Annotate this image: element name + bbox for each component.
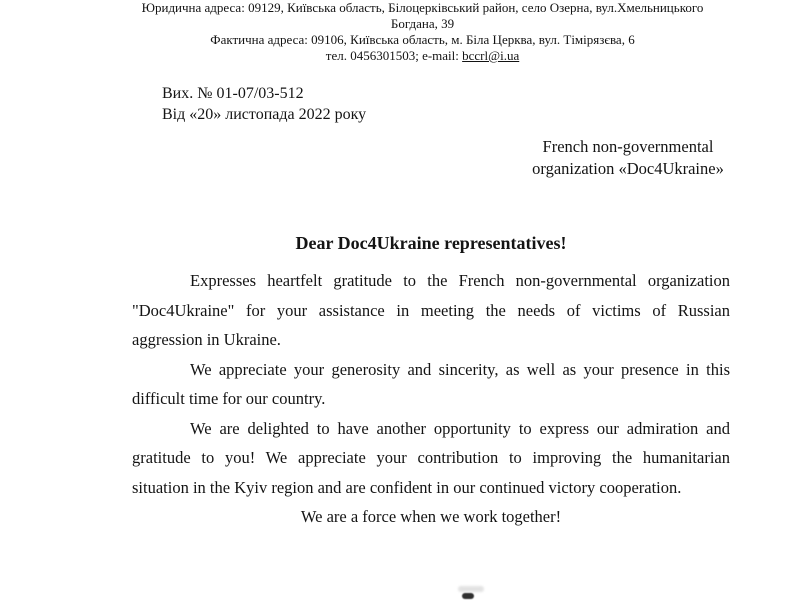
letterhead-address-block [55, 0, 790, 64]
recipient-block [524, 136, 732, 180]
signature-remnant [456, 586, 488, 600]
legal-address-line-1: Юридична адреса: 09129, Київська область, Білоцерківський район, село Озерна, вул.Хмельницького [141, 0, 704, 15]
paragraph-3-line-2: gratitude to you! We appreciate your contribution to improving the humanitarian [132, 448, 730, 467]
signature-speckle [458, 586, 484, 592]
recipient-line-1: French non-governmental [542, 137, 714, 156]
phone-text: тел. 0456301503; e-mail: [325, 48, 463, 63]
signature-ink-blob [462, 593, 474, 599]
letter-date: Від «20» листопада 2022 року [162, 106, 367, 123]
recipient-line-2: organization «Doc4Ukraine» [532, 159, 724, 178]
paragraph-1-line-1: Expresses heartfelt gratitude to the French non-governmental organization [190, 271, 730, 290]
outgoing-reference-block [162, 83, 366, 125]
paragraph-1-line-3: aggression in Ukraine. [132, 330, 281, 349]
salutation: Dear Doc4Ukraine representatives! [295, 233, 567, 253]
paragraph-2-line-2: difficult time for our country. [132, 389, 326, 408]
paragraph-2-line-1: We appreciate your generosity and sincerity, as well as your presence in this [190, 359, 730, 379]
actual-address-line: Фактична адреса: 09106, Київська область, м. Біла Церква, вул. Тімірязєва, 6 [210, 32, 635, 47]
legal-address-line-2: Богдана, 39 [390, 16, 455, 31]
outgoing-number: Вих. № 01-07/03-512 [162, 85, 304, 102]
paragraph-1-line-2: "Doc4Ukraine" for your assistance in meeting the needs of victims of Russian [132, 300, 730, 320]
closing-line: We are a force when we work together! [300, 507, 562, 526]
body-paragraphs [132, 266, 730, 532]
contact-line [55, 48, 790, 64]
paragraph-3-line-1: We are delighted to have another opportunity to express our admiration and [190, 418, 730, 438]
paragraph-3-line-3: situation in the Kyiv region and are confident in our continued victory cooperation. [132, 477, 682, 497]
email-address: bccrl@i.ua [462, 48, 520, 63]
